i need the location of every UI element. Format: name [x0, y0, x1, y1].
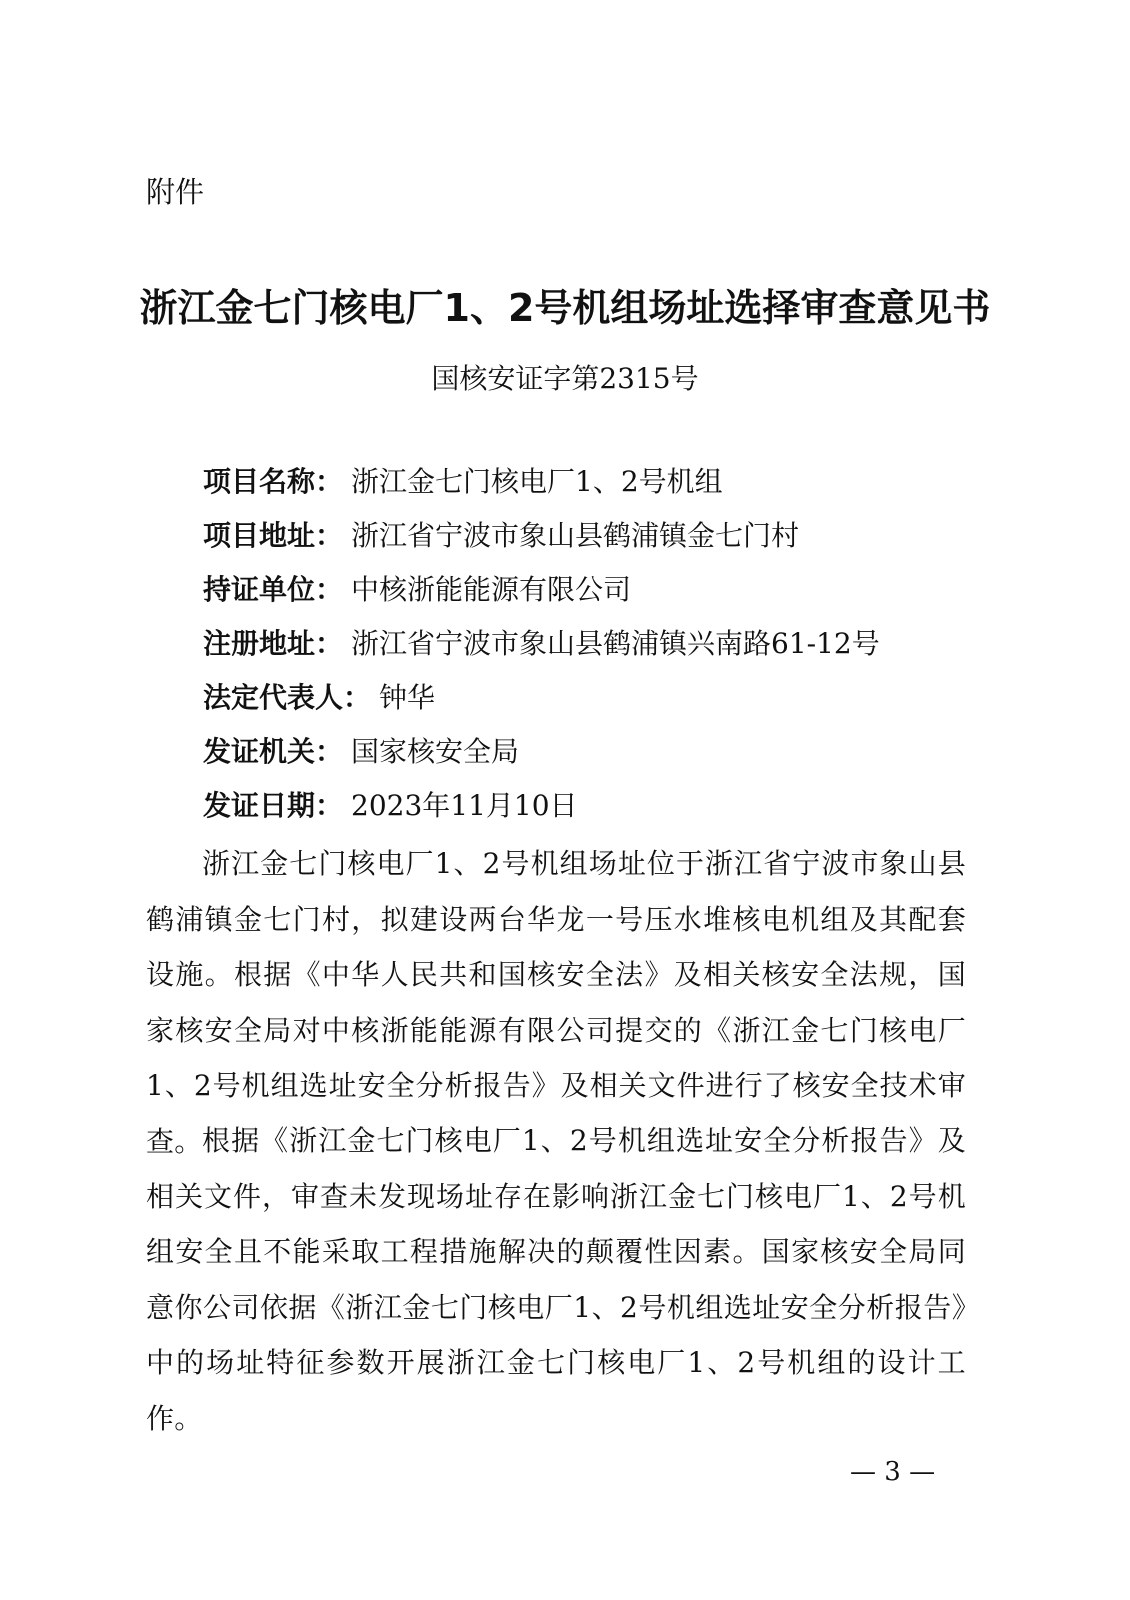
- field-label: 发证机关：: [203, 735, 344, 768]
- field-value: 国家核安全局: [351, 735, 520, 768]
- field-project-name: [203, 460, 1023, 514]
- field-legal-representative: [203, 676, 1023, 730]
- field-value: 中核浙能能源有限公司: [351, 573, 632, 606]
- field-label: 注册地址：: [203, 627, 344, 660]
- field-license-holder: [203, 568, 1023, 622]
- field-label: 发证日期：: [203, 789, 344, 822]
- field-label: 持证单位：: [203, 573, 344, 606]
- field-issue-date: [203, 784, 1023, 838]
- field-value: 浙江金七门核电厂1、2号机组: [351, 465, 723, 498]
- body-paragraph: 根据《浙江金七门核电厂1、2号机组选址安全分析报告》及相关文件，审查未发现场址存在影响浙江金七门核电厂1、2号机组安全且不能采取工程措施解决的颠覆性因素。国家核安全局同意你公司依据《浙江金七门核电厂1、2号机组选址安全分析报告》中的场址特征参数开展浙江金七门核电厂1、2号机组的设计工作。: [146, 1124, 966, 1435]
- field-label: 项目地址：: [203, 519, 344, 552]
- document-title: 浙江金七门核电厂1、2号机组场址选择审查意见书: [139, 286, 991, 330]
- field-value: 浙江省宁波市象山县鹤浦镇金七门村: [351, 519, 800, 552]
- info-fields: [203, 460, 1023, 838]
- page-number: — 3 —: [850, 1457, 936, 1487]
- field-project-address: [203, 514, 1023, 568]
- field-value: 浙江省宁波市象山县鹤浦镇兴南路61-12号: [351, 627, 880, 660]
- field-issuing-authority: [203, 730, 1023, 784]
- field-value: 钟华: [379, 681, 436, 714]
- body-paragraph: 浙江金七门核电厂1、2号机组场址位于浙江省宁波市象山县鹤浦镇金七门村，拟建设两台华龙一号压水堆核电机组及其配套设施。根据《中华人民共和国核安全法》及相关核安全法规，国家核安全局对中核浙能能源有限公司提交的《浙江金七门核电厂1、2号机组选址安全分析报告》及相关文件进行了核安全技术审查。: [146, 847, 966, 1158]
- field-label: 项目名称：: [203, 465, 344, 498]
- field-label: 法定代表人：: [203, 681, 372, 714]
- field-value: 2023年11月10日: [351, 789, 578, 822]
- field-registered-address: [203, 622, 1023, 676]
- attachment-label: 附件: [146, 175, 205, 209]
- document-number: 国核安证字第2315号: [431, 362, 699, 395]
